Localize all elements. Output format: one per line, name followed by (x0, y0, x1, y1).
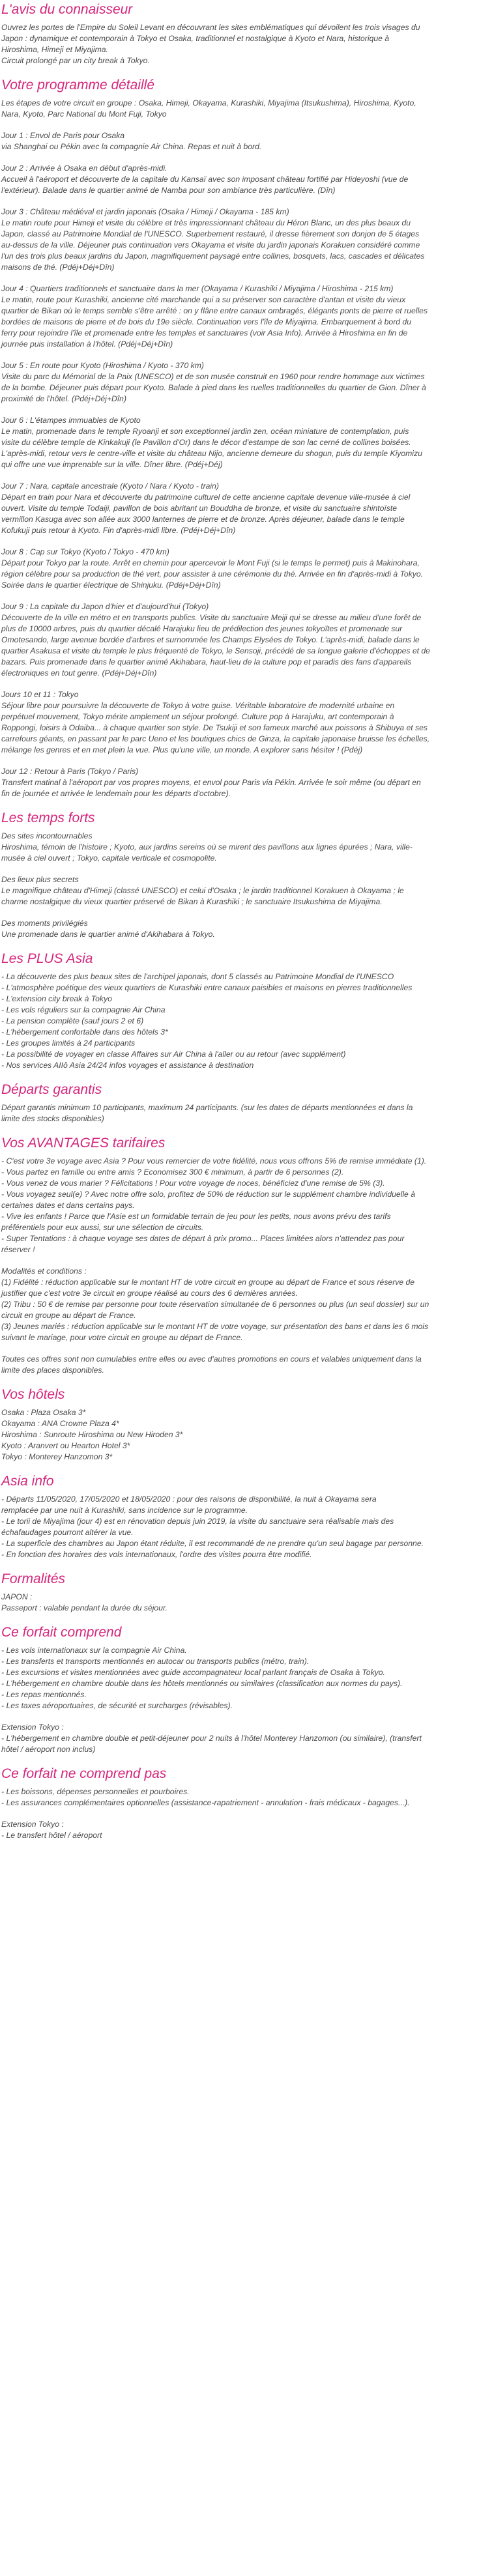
ne-comprend-paragraph-line: - Les assurances complémentaires optionnelles (assistance-rapatriement - annulation - frais médicaux - bagages...). (1, 1798, 410, 1807)
avis-text (1, 22, 490, 66)
temps-forts-group-line: Hiroshima, témoin de l'histoire ; Kyoto, aux jardins sereins où se mirent des pavillons aux lignes épurées ; Nara, ville- (1, 842, 413, 852)
programme-day (1, 415, 490, 470)
avantages-paragraph-line: - Vous venez de vous marier ? Félicitations ! Pour votre voyage de noces, bénéficiez d'une remise de 5% (3). (1, 1179, 385, 1188)
comprend-paragraph-line: - L'hébergement en chambre double et petit-déjeuner pour 2 nuits à l'hôtel Monterey Hanzomon (ou similaire), (transfert (1, 1734, 422, 1743)
programme-day-line: région célèbre pour sa production de thé vert, pour assister à une cérémonie du thé. Arrivée en fin d'après-midi à Tokyo. (1, 569, 424, 579)
programme-day-line: l'un des trois plus beaux jardins du Japon, magnifiquement paysagé entre collines, bosquets, lacs, cascades et délicates (1, 251, 425, 261)
temps-forts-title: Les temps forts (1, 810, 95, 825)
temps-forts-group-line: Des moments privilégiés (1, 919, 88, 928)
programme-day-line: vermillon Kasuga avec son allée aux 3000 lanternes de pierre et de bronze. Après déjeuner, balade dans le temple (1, 515, 405, 524)
programme-day-line: Jour 8 : Cap sur Tokyo (Kyoto / Tokyo - 470 km) (1, 547, 169, 556)
temps-forts-group-line: Le magnifique château d'Himeji (classé UNESCO) et celui d'Osaka ; le jardin traditionnel Korakuen à Okayama ; le (1, 886, 404, 895)
programme-day-line: Roppongi, loisirs à Odaiba... à chaque quartier son style. De Tsukiji et son fameux marché aux poissons à Shibuya et ses (1, 723, 428, 732)
temps-forts-group (1, 918, 490, 940)
avantages-paragraph-line: certaines dates et dans certains pays. (1, 1201, 135, 1210)
ne-comprend-paragraph-line: - Le transfert hôtel / aéroport (1, 1831, 102, 1840)
avantages-paragraph-line: (2) Tribu : 50 € de remise par personne pour toute réservation simultanée de 6 personnes ou plus (un seul dossier) sur un (1, 1300, 429, 1309)
asia-info-item: échafaudages pourront altérer la vue. (1, 1528, 134, 1537)
programme-day-line: Séjour libre pour poursuivre la découverte de Tokyo à votre guise. Véritable laboratoire de modernité urbaine en (1, 701, 395, 710)
programme-day-line: Jour 4 : Quartiers traditionnels et sanctuaire dans la mer (Okayama / Kurashiki / Miyajima / Hiroshima - 215 km) (1, 284, 394, 293)
avantages-paragraph-line: circuit en groupe au départ de France. (1, 1311, 136, 1320)
programme-day-line: Le matin, route pour Kurashiki, ancienne cité marchande qui a su préserver son caractère d'antan et visite du vieux (1, 295, 406, 304)
ne-comprend-section (1, 1766, 490, 1841)
programme-day-line: via Shanghai ou Pékin avec la compagnie Air China. Repas et nuit à bord. (1, 142, 262, 151)
avantages-paragraph-line: - Super Tentations : à chaque voyage ses dates de départ à prix promo... Places limitées alors n'attendez pas pour (1, 1234, 405, 1243)
programme-day-line: Départ en train pour Nara et découverte du patrimoine culturel de cette ancienne capitale devenue ville-musée à ciel (1, 493, 411, 502)
programme-intro (1, 98, 490, 120)
temps-forts-group-line: Des sites incontournables (1, 831, 93, 840)
formalites-text (1, 1592, 490, 1614)
temps-forts-group (1, 874, 490, 908)
hotels-title: Vos hôtels (1, 1387, 65, 1402)
programme-day-line: plus de 10000 arbres, puis du quartier décalé Harajuku lieu de prédilection des jeunes tokyoïtes et promenade sur (1, 624, 403, 633)
programme-section (1, 77, 490, 799)
programme-day-line: Jour 6 : L'étampes immuables de Kyoto (1, 416, 141, 425)
programme-day-line: Jour 5 : En route pour Kyoto (Hiroshima / Kyoto - 370 km) (1, 361, 204, 370)
ne-comprend-text (1, 1786, 490, 1841)
avantages-paragraph-line: justifier que c'est votre 3e circuit en groupe réalisé au cours des 6 dernières années. (1, 1289, 298, 1298)
ne-comprend-paragraph-line: Extension Tokyo : (1, 1820, 64, 1829)
programme-day-line: Jour 2 : Arrivée à Osaka en début d'après-midi. (1, 164, 167, 173)
avantages-paragraph-line: - Vous voyagez seul(e) ? Avec notre offre solo, profitez de 50% de réduction sur le supplément chambre individuelle à (1, 1190, 416, 1199)
programme-day-line: Japon, classé au Patrimoine Mondial de l'UNESCO. Superbement restauré, il dresse fièrement son donjon de 5 étages (1, 229, 420, 238)
programme-day (1, 207, 490, 273)
hotel-item: Okayama : ANA Crowne Plaza 4* (1, 1419, 119, 1428)
ne-comprend-paragraph (1, 1786, 490, 1809)
programme-day-line: Jour 7 : Nara, capitale ancestrale (Kyoto / Nara / Kyoto - train) (1, 481, 219, 491)
avis-title: L'avis du connaisseur (1, 2, 133, 17)
programme-day-line: Jour 9 : La capitale du Japon d'hier et d'aujourd'hui (Tokyo) (1, 602, 209, 611)
programme-day-line: Le matin, promenade dans le temple Ryoanji et son exceptionnel jardin zen, océan miniature de contemplation, puis (1, 427, 409, 436)
programme-intro-line: Les étapes de votre circuit en groupe : Osaka, Himeji, Okayama, Kurashiki, Miyajima (Itsukushima), Hiroshima, Kyoto, (1, 98, 416, 107)
formalites-line: JAPON : (1, 1592, 33, 1601)
comprend-section (1, 1624, 490, 1755)
comprend-paragraph-line: - Les repas mentionnés. (1, 1690, 87, 1699)
temps-forts-section (1, 810, 490, 940)
programme-day-line: Accueil à l'aéroport et découverte de la capitale du Kansaï avec son imposant château fortifié par Hideyoshi (vue de (1, 175, 409, 184)
programme-day-line: proximité de l'hôtel. (Pdéj+Déj+Dîn) (1, 394, 127, 403)
comprend-text (1, 1645, 490, 1755)
comprend-paragraph-line: - L'hébergement en chambre double dans les hôtels mentionnés ou similaires (classification aux normes du pays). (1, 1679, 403, 1688)
departs-title: Départs garantis (1, 1082, 102, 1097)
programme-day-line: ferry pour rejoindre l'île et promenade entre les temples et sanctuaires (voir Asia Info). Arrivée à Hiroshima en fin de (1, 328, 408, 337)
hotel-item: Tokyo : Monterey Hanzomon 3* (1, 1452, 113, 1461)
plus-asia-section (1, 951, 490, 1071)
departs-line: limite des stocks disponibles) (1, 1114, 104, 1123)
asia-info-item: - Départs 11/05/2020, 17/05/2020 et 18/05/2020 : pour des raisons de disponibilité, la nuit à Okayama sera (1, 1495, 377, 1504)
formalites-line: Passeport : valable pendant la durée du séjour. (1, 1603, 167, 1612)
temps-forts-group-line: musée à ciel ouvert ; Tokyo, capitale verticale et cosmopolite. (1, 853, 217, 863)
programme-day (1, 481, 490, 536)
plus-asia-list (1, 971, 490, 1071)
programme-day-line: bordées de maisons de pierre et de bois du 19e siècle. Continuation vers l'île de Miyajima. Embarquement à bord du (1, 317, 411, 326)
temps-forts-groups (1, 831, 490, 940)
comprend-paragraph-line: hôtel / aéroport non inclus) (1, 1745, 96, 1754)
programme-day-line: fin de journée et arrivée le lendemain pour les départs d'octobre). (1, 789, 231, 798)
programme-day-line: perpétuel mouvement, Tokyo mérite amplement un séjour prolongé. Culture pop à Harajuku, art contemporain à (1, 712, 394, 721)
programme-day-line: Transfert matinal à l'aéroport par vos propres moyens, et envol pour Paris via Pékin. Arrivée le soir même (ou départ en (1, 778, 421, 787)
departs-line: Départ garantis minimum 10 participants, maximum 24 participants. (sur les dates de départs mentionnées et dans la (1, 1103, 413, 1112)
programme-day-line: Visite du parc du Mémorial de la Paix (UNESCO) et de son musée construit en 1960 pour rendre hommage aux victimes (1, 372, 425, 381)
plus-asia-item: - Les groupes limités à 24 participants (1, 1038, 136, 1048)
temps-forts-group (1, 831, 490, 864)
formalites-title: Formalités (1, 1571, 66, 1586)
programme-day-line: Le matin route pour Himeji et visite du célèbre et très impressionnant château du Héron Blanc, un des plus beaux du (1, 218, 411, 227)
avantages-paragraph (1, 1266, 490, 1343)
programme-title: Votre programme détaillé (1, 78, 154, 93)
plus-asia-item: - L'atmosphère poétique des vieux quartiers de Kurashiki entre canaux paisibles et maisons en pierres traditionnelles (1, 983, 413, 992)
programme-day-line: Omotesando, large avenue bordée d'arbres et surnommée les Champs Elysées de Tokyo. L'après-midi, balade dans le (1, 635, 420, 644)
avis-line: Japon : dynamique et contemporain à Tokyo et Osaka, traditionnel et nostalgique à Kyoto et Nara, historique à (1, 34, 390, 43)
temps-forts-group-line: Une promenade dans le quartier animé d'Akihabara à Tokyo. (1, 930, 215, 939)
plus-asia-item: - L'extension city break à Tokyo (1, 994, 112, 1003)
programme-day-line: l'extérieur). Balade dans le quartier animé de Namba pour son ambiance très particulière. (Dîn) (1, 186, 336, 195)
avantages-paragraph-line: préférentiels pour eux aussi, sur une sélection de circuits. (1, 1223, 204, 1232)
comprend-paragraph-line: - Les taxes aéroportuaires, de sécurité et surcharges (révisables). (1, 1701, 233, 1710)
programme-intro-line: Nara, Kyoto, Parc National du Mont Fuji, Tokyo (1, 109, 167, 119)
avantages-section (1, 1135, 490, 1376)
programme-day (1, 360, 490, 405)
programme-day-line: électroniques en tout genre. (Pdéj+Déj+Dîn) (1, 668, 157, 678)
comprend-paragraph-line: - Les excursions et visites mentionnées avec guide accompagnateur local parlant français de Osaka à Tokyo. (1, 1668, 385, 1677)
avantages-paragraph-line: - Vive les enfants ! Parce que l'Asie est un formidable terrain de jeu pour les petits, nous avons prévu des tarifs (1, 1212, 391, 1221)
avis-line: Ouvrez les portes de l'Empire du Soleil Levant en découvrant les sites emblématiques qui dévoilent les trois visages du (1, 23, 420, 32)
avis-section (1, 1, 490, 66)
departs-text (1, 1102, 490, 1124)
programme-day-line: Jours 10 et 11 : Tokyo (1, 690, 79, 699)
programme-day-line: de la bombe. Déjeuner puis départ pour Kyoto. Balade à pied dans les ruelles traditionnelles du quartier de Gion. Dîner à (1, 383, 426, 392)
avantages-paragraph (1, 1354, 490, 1376)
programme-day-line: Départ pour Tokyo par la route. Arrêt en chemin pour apercevoir le Mont Fuji (si le temps le permet) puis à Makinohara, (1, 558, 420, 567)
avis-line: Hiroshima, Himeji et Miyajima. (1, 45, 108, 54)
asia-info-title: Asia info (1, 1474, 54, 1489)
programme-day-line: journée puis installation à l'hôtel. (Pdéj+Déj+Dîn) (1, 339, 173, 349)
programme-day-line: Jour 12 : Retour à Paris (Tokyo / Paris) (1, 767, 139, 776)
asia-info-item: - En fonction des horaires des vols internationaux, l'ordre des visites pourra être modifié. (1, 1550, 312, 1559)
programme-day-line: Kofukuji puis retour à Kyoto. Fin d'après-midi libre. (Pdéj+Déj+Dîn) (1, 526, 236, 535)
plus-asia-item: - L'hébergement confortable dans des hôtels 3* (1, 1027, 168, 1037)
hotel-item: Osaka : Plaza Osaka 3* (1, 1408, 86, 1417)
programme-day-line: L'après-midi, retour vers le centre-ville et visite du château Nijo, ancienne demeure du shogun, puis du temple Kiyomizu (1, 449, 422, 458)
plus-asia-item: - Les vols réguliers sur la compagnie Air China (1, 1005, 166, 1014)
ne-comprend-title: Ce forfait ne comprend pas (1, 1766, 167, 1781)
avantages-paragraph-line: Modalités et conditions : (1, 1267, 87, 1276)
comprend-paragraph (1, 1645, 490, 1711)
programme-day (1, 601, 490, 679)
avantages-paragraph (1, 1156, 490, 1255)
plus-asia-title: Les PLUS Asia (1, 951, 93, 966)
asia-info-section (1, 1473, 490, 1560)
programme-day-line: quartier Asakusa et visite du temple le plus fréquenté de Tokyo, le Sensoji, précédé de sa longue galerie d'échoppes et de (1, 646, 430, 655)
plus-asia-item: - La pension complète (sauf jours 2 et 6) (1, 1016, 144, 1025)
programme-day (1, 547, 490, 591)
programme-day-line: maisons de thé. (Pdéj+Déj+Dîn) (1, 263, 115, 272)
programme-day-line: quartier de Bikan où le temps semble s'être arrêté : on y flâne entre canaux ombragés, élégants ponts de pierre et ruelles (1, 306, 428, 315)
formalites-section (1, 1571, 490, 1614)
programme-day (1, 689, 490, 756)
programme-day-line: Jour 3 : Château médiéval et jardin japonais (Osaka / Himeji / Okayama - 185 km) (1, 207, 289, 216)
plus-asia-item: - La possibilité de voyager en classe Affaires sur Air China à l'aller ou au retour (avec supplément) (1, 1050, 346, 1059)
avantages-paragraph-line: limite des places disponibles. (1, 1366, 104, 1375)
avantages-text (1, 1156, 490, 1376)
comprend-paragraph (1, 1722, 490, 1755)
avis-line: Circuit prolongé par un city break à Tokyo. (1, 56, 150, 65)
ne-comprend-paragraph-line: - Les boissons, dépenses personnelles et pourboires. (1, 1787, 190, 1796)
programme-day-line: carrefours géants, en passant par le parc Ueno et les boutiques chics de Ginza, la capitale japonaise bruisse les échelles, (1, 734, 430, 743)
programme-day-line: Soirée dans le quartier électrique de Shinjuku. (Pdéj+Déj+Dîn) (1, 580, 221, 590)
programme-day-line: mélange les genres et en met plein la vue. Plus qu'une ville, un monde. A explorer sans hésiter ! (Pdéj) (1, 745, 363, 754)
comprend-title: Ce forfait comprend (1, 1625, 122, 1640)
avantages-paragraph-line: réserver ! (1, 1245, 35, 1254)
avantages-paragraph-line: suivant le mariage, pour votre circuit en groupe au départ de France. (1, 1333, 243, 1342)
avantages-paragraph-line: (3) Jeunes mariés : réduction applicable sur le montant HT de votre voyage, sur présentation des bans et dans les 6 mois (1, 1322, 429, 1331)
avantages-paragraph-line: - C'est votre 3e voyage avec Asia ? Pour vous remercier de votre fidélité, nous vous offrons 5% de remise immédiate (1). (1, 1156, 427, 1166)
comprend-paragraph-line: - Les vols internationaux sur la compagnie Air China. (1, 1646, 187, 1655)
programme-day (1, 766, 490, 799)
programme-day (1, 130, 490, 152)
programme-day-line: qui offre une vue imprenable sur la ville. Dîner libre. (Pdéj+Déj) (1, 460, 223, 469)
plus-asia-item: - Nos services AIIô Asia 24/24 infos voyages et assistance à destination (1, 1061, 254, 1070)
hotels-list (1, 1407, 490, 1463)
asia-info-item: remplacée par une nuit à Kurashiki, sans incidence sur le programme. (1, 1506, 248, 1515)
hotel-item: Hiroshima : Sunroute Hiroshima ou New Hiroden 3* (1, 1430, 183, 1439)
temps-forts-group-line: charme nostalgique du vieux quartier préservé de Bikan à Kurashiki ; le sanctuaire Itsukushima de Miyajima. (1, 897, 383, 906)
asia-info-list (1, 1494, 490, 1560)
departs-section (1, 1081, 490, 1124)
programme-day-line: bazars. Puis promenade dans le quartier animé Akihabara, haut-lieu de la culture pop et paradis des fans d'appareils (1, 657, 412, 666)
avantages-title: Vos AVANTAGES tarifaires (1, 1136, 166, 1151)
asia-info-item: - Le torii de Miyajima (jour 4) est en rénovation depuis juin 2019, la visite du sanctuaire sera réalisable mais des (1, 1517, 394, 1526)
programme-day (1, 283, 490, 350)
asia-info-item: - La superficie des chambres au Japon étant réduite, il est recommandé de ne prendre qu'un seul bagage par personne. (1, 1539, 424, 1548)
ne-comprend-paragraph (1, 1819, 490, 1841)
programme-day-line: au-dessus de la ville. Déjeuner puis continuation vers Okayama et visite du jardin japonais Korakuen considéré comme (1, 240, 420, 250)
comprend-paragraph-line: Extension Tokyo : (1, 1723, 64, 1732)
hotels-section (1, 1386, 490, 1463)
programme-day-line: ouvert. Visite du temple Todaiji, pavillon de bois abritant un Bouddha de bronze, et visite du sanctuaire shintoïste (1, 504, 398, 513)
programme-day-line: visite du célèbre temple de Kinkakuji (le Pavillon d'Or) dans le décor d'estampe de son lac cerné de collines boisées. (1, 438, 411, 447)
comprend-paragraph-line: - Les transferts et transports mentionnés en autocar ou transports publics (métro, train). (1, 1657, 310, 1666)
avantages-paragraph-line: (1) Fidélité : réduction applicable sur le montant HT de votre circuit en groupe au départ de France et sous réserve de (1, 1278, 415, 1287)
programme-days (1, 130, 490, 799)
avantages-paragraph-line: - Vous partez en famille ou entre amis ? Economisez 300 € minimum, à partir de 6 personnes (2). (1, 1167, 344, 1177)
temps-forts-group-line: Des lieux plus secrets (1, 875, 79, 884)
programme-day (1, 163, 490, 196)
hotel-item: Kyoto : Aranvert ou Hearton Hotel 3* (1, 1441, 130, 1450)
plus-asia-item: - La découverte des plus beaux sites de l'archipel japonais, dont 5 classés au Patrimoine Mondial de l'UNESCO (1, 972, 394, 981)
programme-day-line: Jour 1 : Envol de Paris pour Osaka (1, 131, 125, 140)
avantages-paragraph-line: Toutes ces offres sont non cumulables entre elles ou avec d'autres promotions en cours et valables uniquement dans la (1, 1354, 422, 1364)
programme-day-line: Découverte de la ville en métro et en transports publics. Visite du sanctuaire Meiji qui se dresse au milieu d'une forêt de (1, 613, 422, 622)
